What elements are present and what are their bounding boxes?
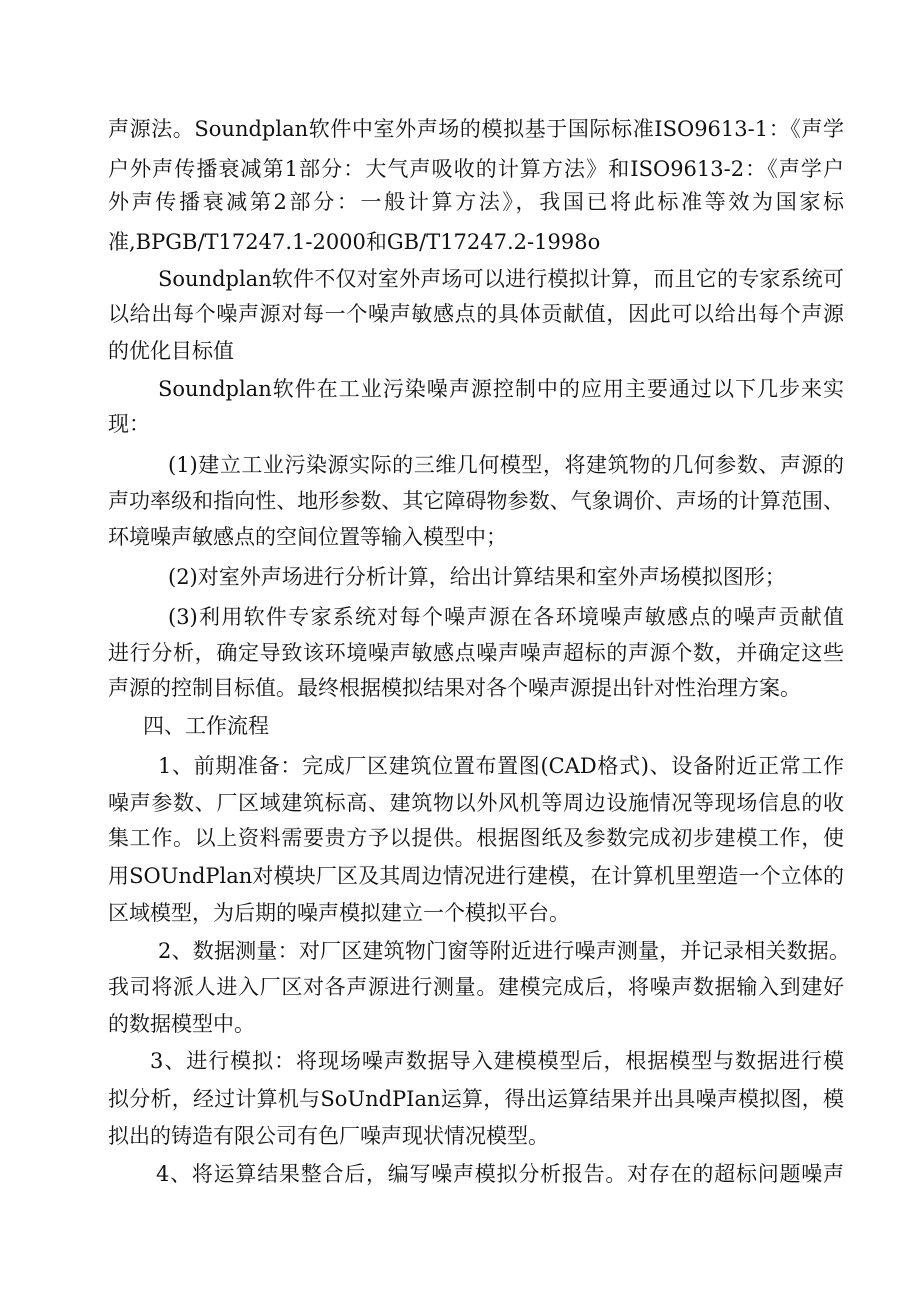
text-line: 户外声传播衰减第1部分：大气声吸收的计算方法》和ISO9613-2：《声学户 xyxy=(108,157,844,181)
text-line: 的数据模型中。 xyxy=(108,1012,255,1036)
text-line: 以给出每个噪声源对每一个噪声敏感点的具体贡献值，因此可以给出每个声源 xyxy=(108,302,844,326)
text-line: 声功率级和指向性、地形参数、其它障碍物参数、气象调价、声场的计算范围、 xyxy=(108,489,844,513)
text-line: (2)对室外声场进行分析计算，给出计算结果和室外声场模拟图形； xyxy=(168,565,786,589)
text-line: Soundplan软件在工业污染噪声源控制中的应用主要通过以下几步来实 xyxy=(158,377,844,401)
text-line: 现： xyxy=(108,412,150,436)
text-line: 1、前期准备：完成厂区建筑位置布置图(CAD格式)、设备附近正常工作 xyxy=(158,754,844,778)
text-line: 集工作。以上资料需要贵方予以提供。根据图纸及参数完成初步建模工作，使 xyxy=(108,826,844,850)
text-line: 3、进行模拟：将现场噪声数据导入建模模型后，根据模型与数据进行模 xyxy=(150,1049,844,1073)
text-line: Soundplan软件不仅对室外声场可以进行模拟计算，而且它的专家系统可 xyxy=(158,267,844,291)
text-line: 声源法。Soundplan软件中室外声场的模拟基于国际标准ISO9613-1：《声学 xyxy=(108,117,844,141)
text-line: 拟出的铸造有限公司有色厂噪声现状情况模型。 xyxy=(108,1124,549,1148)
text-line: 噪声参数、厂区域建筑标高、建筑物以外风机等周边设施情况等现场信息的收 xyxy=(108,791,844,815)
text-line: 4、将运算结果整合后，编写噪声模拟分析报告。对存在的超标问题噪声 xyxy=(156,1162,844,1186)
section-heading: 四、工作流程 xyxy=(143,714,269,738)
text-line: 准,BPGB/T17247.1-2000和GB/T17247.2-1998o xyxy=(108,230,601,254)
text-line: 声源的控制目标值。最终根据模拟结果对各个噪声源提出针对性治理方案。 xyxy=(108,676,801,700)
text-line: 我司将派人进入厂区对各声源进行测量。建模完成后，将噪声数据输入到建好 xyxy=(108,975,844,999)
text-line: 拟分析，经过计算机与SoUndPIan运算，得出运算结果并出具噪声模拟图，模 xyxy=(108,1087,844,1111)
text-line: 2、数据测量：对厂区建筑物门窗等附近进行噪声测量，并记录相关数据。 xyxy=(158,939,850,963)
text-line: 外声传播衰减第2部分：一般计算方法》，我国已将此标准等效为国家标 xyxy=(108,190,844,214)
text-line: 用SOUndPlan对模块厂区及其周边情况进行建模，在计算机里塑造一个立体的 xyxy=(108,864,844,888)
text-line: (1)建立工业污染源实际的三维几何模型，将建筑物的几何参数、声源的 xyxy=(168,453,844,477)
text-line: 进行分析，确定导致该环境噪声敏感点噪声噪声超标的声源个数，并确定这些 xyxy=(108,641,844,665)
text-line: (3)利用软件专家系统对每个噪声源在各环境噪声敏感点的噪声贡献值 xyxy=(168,605,844,629)
text-line: 环境噪声敏感点的空间位置等输入模型中； xyxy=(108,525,507,549)
text-line: 区域模型，为后期的噪声模拟建立一个模拟平台。 xyxy=(108,901,570,925)
text-line: 的优化目标值 xyxy=(108,339,234,363)
